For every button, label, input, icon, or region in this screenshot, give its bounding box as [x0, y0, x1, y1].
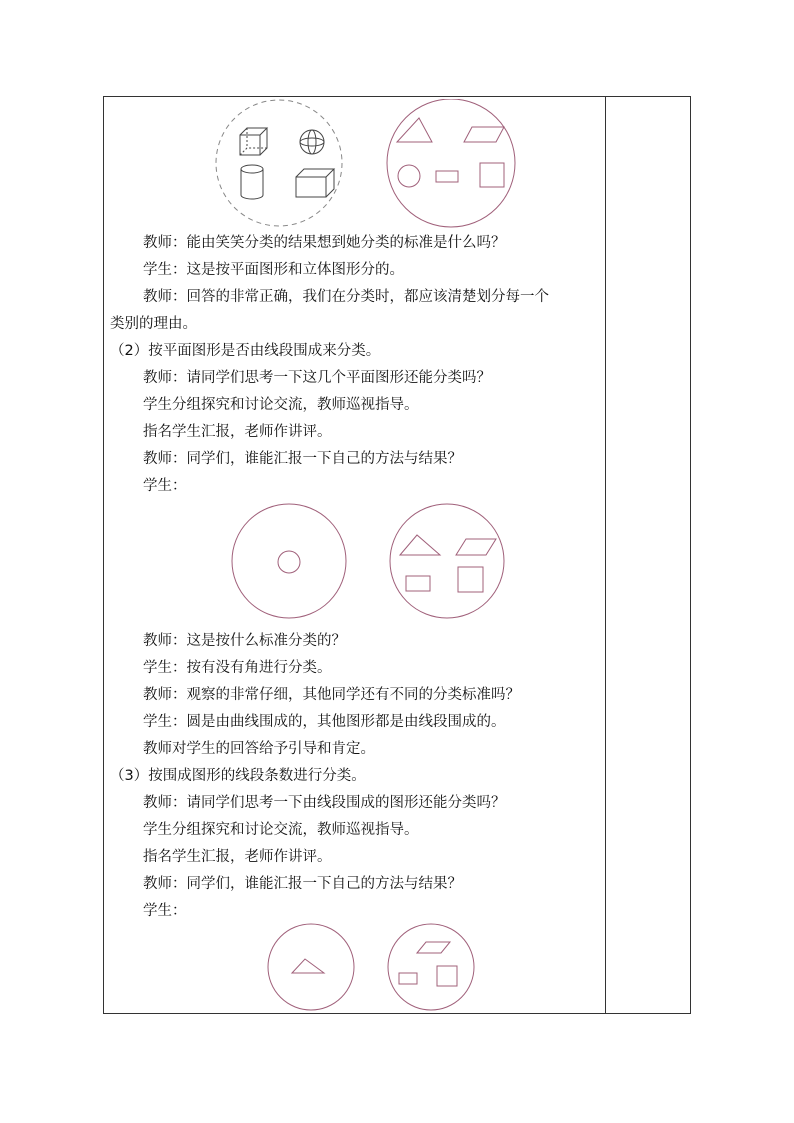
text-line-7: 学生分组探究和讨论交流，教师巡视指导。	[143, 397, 419, 413]
parallelogram-shape	[464, 127, 504, 142]
rectangle-shape-2	[406, 576, 430, 591]
text-line-3: 教师：回答的非常正确，我们在分类时，都应该清楚划分每一个	[143, 289, 549, 305]
text-line-21: 学生：	[143, 903, 187, 919]
section-heading-2: （2）按平面图形是否由线段围成来分类。	[110, 343, 381, 359]
text-line-2: 学生：这是按平面图形和立体图形分的。	[143, 262, 404, 278]
section-heading-3: （3）按围成图形的线段条数进行分类。	[110, 768, 366, 784]
text-line-14: 学生：圆是由曲线围成的，其他图形都是由线段围成的。	[143, 714, 506, 730]
square-shape	[480, 163, 504, 187]
triangle-shape-3	[292, 959, 324, 973]
small-circle-shape	[398, 165, 420, 187]
text-line-12: 学生：按有没有角进行分类。	[143, 660, 332, 676]
text-line-9: 教师：同学们，谁能汇报一下自己的方法与结果？	[143, 451, 462, 467]
figure-curve-vs-line	[230, 503, 510, 623]
triangle-shape-2	[400, 535, 440, 555]
text-line-18: 学生分组探究和讨论交流，教师巡视指导。	[143, 822, 419, 838]
cylinder-shape	[241, 165, 263, 199]
column-divider	[605, 97, 606, 1013]
parallelogram-shape-2	[456, 539, 496, 555]
triangle-group	[268, 924, 354, 1010]
dashed-circle	[216, 100, 342, 226]
polygon-group	[390, 504, 504, 618]
rectangle-shape-3	[399, 973, 417, 984]
text-line-6: 教师：请同学们思考一下这几个平面图形还能分类吗？	[143, 370, 491, 386]
circle-group	[232, 504, 346, 618]
text-line-10: 学生：	[143, 478, 187, 494]
solid-shapes-group	[216, 100, 342, 226]
figure-triangle-vs-quads	[267, 923, 479, 1011]
square-shape-2	[458, 567, 483, 592]
inner-circle-shape	[278, 551, 300, 573]
text-line-11: 教师：这是按什么标准分类的？	[143, 633, 346, 649]
square-shape-3	[437, 966, 457, 986]
text-line-19: 指名学生汇报，老师作讲评。	[143, 849, 332, 865]
sphere-shape	[300, 130, 324, 154]
text-line-4: 类别的理由。	[110, 316, 197, 332]
text-line-15: 教师对学生的回答给予引导和肯定。	[143, 741, 375, 757]
plane-shapes-group	[387, 99, 515, 227]
quadrilateral-group	[388, 924, 474, 1010]
parallelogram-shape-3	[417, 942, 450, 953]
cuboid-shape	[296, 169, 334, 197]
figure-solid-vs-plane	[214, 99, 544, 229]
text-line-17: 教师：请同学们思考一下由线段围成的图形还能分类吗？	[143, 795, 506, 811]
text-line-8: 指名学生汇报，老师作讲评。	[143, 424, 332, 440]
lesson-table	[103, 96, 691, 1014]
rectangle-shape	[436, 171, 458, 182]
cube-shape	[240, 128, 267, 155]
text-line-13: 教师：观察的非常仔细，其他同学还有不同的分类标准吗？	[143, 687, 520, 703]
text-line-1: 教师：能由笑笑分类的结果想到她分类的标准是什么吗？	[143, 235, 506, 251]
text-line-20: 教师：同学们，谁能汇报一下自己的方法与结果？	[143, 876, 462, 892]
